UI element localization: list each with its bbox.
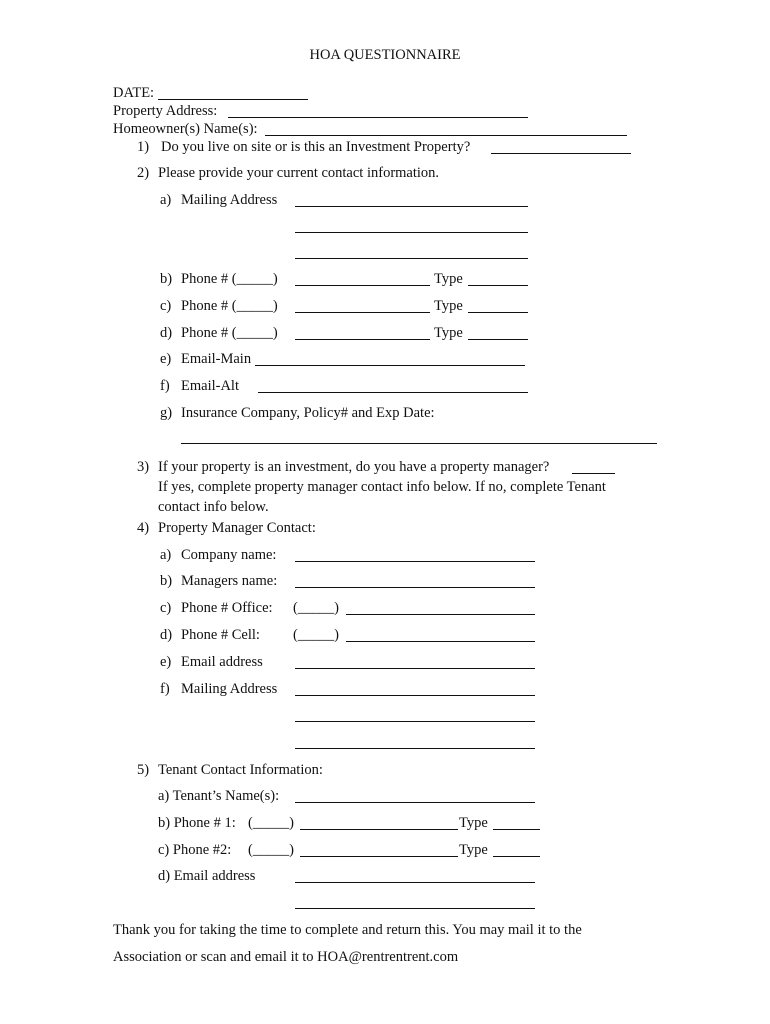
q5b-type-label: Type: [459, 815, 488, 831]
q2d-label: Phone # (_____): [181, 325, 278, 341]
q5a-label: a) Tenant’s Name(s):: [158, 788, 280, 804]
q3-line-1: If your property is an investment, do you have a property manager?: [158, 459, 550, 475]
q2b-label: Phone # (_____): [181, 271, 278, 287]
q4-text: Property Manager Contact:: [158, 520, 316, 536]
phone-3-field[interactable]: [295, 339, 430, 340]
q3-number: 3): [137, 459, 150, 475]
q4b-letter: b): [160, 573, 173, 589]
q1-number: 1): [137, 139, 150, 155]
q5b-label: b) Phone # 1:: [158, 815, 236, 831]
q3-line-2: If yes, complete property manager contact info below. If no, complete Tenant: [158, 479, 606, 495]
q2-number: 2): [137, 165, 150, 181]
q4e-letter: e): [160, 654, 172, 670]
q3-line-3: contact info below.: [158, 499, 269, 515]
q2g-label: Insurance Company, Policy# and Exp Date:: [181, 405, 435, 421]
q4d-label: Phone # Cell:: [181, 627, 260, 643]
manager-mailing-line-2[interactable]: [295, 721, 535, 722]
property-address-field[interactable]: [228, 117, 528, 118]
phone-2-type-field[interactable]: [468, 312, 528, 313]
q4b-label: Managers name:: [181, 573, 278, 589]
q2-text: Please provide your current contact information.: [158, 165, 440, 181]
q5-number: 5): [137, 762, 150, 778]
q1-answer-field[interactable]: [491, 153, 631, 154]
q2a-letter: a): [160, 192, 172, 208]
manager-mailing-line-3[interactable]: [295, 748, 535, 749]
tenant-phone-1-type-field[interactable]: [493, 829, 540, 830]
q2f-letter: f): [160, 378, 170, 394]
tenant-phone-2-field[interactable]: [300, 856, 458, 857]
tenant-email-line-2[interactable]: [295, 908, 535, 909]
q5d-label: d) Email address: [158, 868, 256, 884]
q4d-area-code: (_____): [293, 627, 339, 643]
q5-text: Tenant Contact Information:: [158, 762, 323, 778]
homeowner-names-field[interactable]: [265, 135, 627, 136]
q5c-area-code: (_____): [248, 842, 294, 858]
tenant-phone-2-type-field[interactable]: [493, 856, 540, 857]
managers-name-field[interactable]: [295, 587, 535, 588]
footer-line-1: Thank you for taking the time to complete and return this. You may mail it to the: [113, 922, 582, 938]
q4a-letter: a): [160, 547, 172, 563]
phone-2-field[interactable]: [295, 312, 430, 313]
footer-line-2: Association or scan and email it to HOA@rentrentrent.com: [113, 949, 459, 965]
phone-1-field[interactable]: [295, 285, 430, 286]
q2c-label: Phone # (_____): [181, 298, 278, 314]
date-label: DATE:: [113, 85, 155, 101]
q4e-label: Email address: [181, 654, 263, 670]
q2b-type-label: Type: [434, 271, 463, 287]
q2b-letter: b): [160, 271, 173, 287]
tenant-names-field[interactable]: [295, 802, 535, 803]
q2c-type-label: Type: [434, 298, 463, 314]
tenant-phone-1-field[interactable]: [300, 829, 458, 830]
q2e-label: Email-Main: [181, 351, 252, 367]
office-phone-field[interactable]: [346, 614, 535, 615]
q4-number: 4): [137, 520, 150, 536]
email-main-field[interactable]: [255, 365, 525, 366]
q5b-area-code: (_____): [248, 815, 294, 831]
insurance-field[interactable]: [181, 443, 657, 444]
phone-1-type-field[interactable]: [468, 285, 528, 286]
page-title: HOA QUESTIONNAIRE: [309, 47, 461, 63]
property-address-label: Property Address:: [113, 103, 218, 119]
q2d-type-label: Type: [434, 325, 463, 341]
company-name-field[interactable]: [295, 561, 535, 562]
q1-text: Do you live on site or is this an Investment Property?: [161, 139, 471, 155]
q2g-letter: g): [160, 405, 173, 421]
q4c-area-code: (_____): [293, 600, 339, 616]
tenant-email-line-1[interactable]: [295, 882, 535, 883]
q4c-label: Phone # Office:: [181, 600, 273, 616]
q4a-label: Company name:: [181, 547, 277, 563]
email-alt-field[interactable]: [258, 392, 528, 393]
manager-email-field[interactable]: [295, 668, 535, 669]
q4f-label: Mailing Address: [181, 681, 278, 697]
q2e-letter: e): [160, 351, 172, 367]
mailing-address-line-3[interactable]: [295, 258, 528, 259]
cell-phone-field[interactable]: [346, 641, 535, 642]
manager-mailing-line-1[interactable]: [295, 695, 535, 696]
q5c-label: c) Phone #2:: [158, 842, 232, 858]
q5c-type-label: Type: [459, 842, 488, 858]
q4d-letter: d): [160, 627, 173, 643]
q2d-letter: d): [160, 325, 173, 341]
phone-3-type-field[interactable]: [468, 339, 528, 340]
homeowner-names-label: Homeowner(s) Name(s):: [113, 121, 258, 137]
q2c-letter: c): [160, 298, 172, 314]
mailing-address-line-1[interactable]: [295, 206, 528, 207]
q4f-letter: f): [160, 681, 170, 697]
mailing-address-line-2[interactable]: [295, 232, 528, 233]
q4c-letter: c): [160, 600, 172, 616]
q2f-label: Email-Alt: [181, 378, 239, 394]
q2a-label: Mailing Address: [181, 192, 278, 208]
date-field[interactable]: [158, 99, 308, 100]
q3-answer-field[interactable]: [572, 473, 615, 474]
